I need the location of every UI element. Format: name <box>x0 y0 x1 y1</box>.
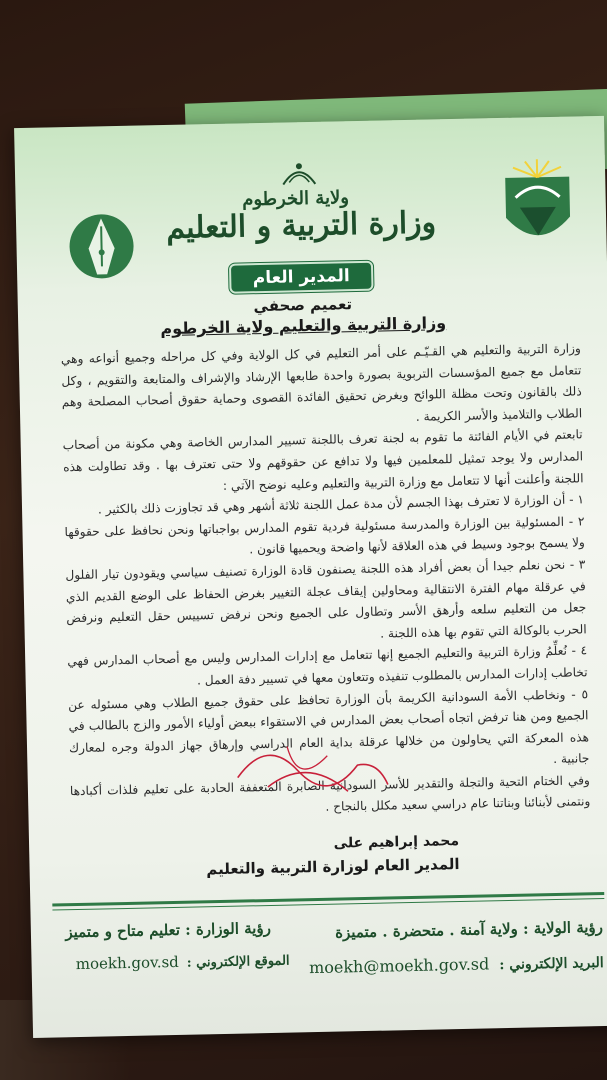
state-vision: رؤية الولاية : ولاية آمنة . متحضرة . متميزة <box>334 918 604 942</box>
ministry-vision: رؤية الوزارة : تعليم متاح و متميز <box>65 918 272 942</box>
body-point: ٢ - المسئولية بين الوزارة والمدرسة مسئولية فردية تقوم المدارس بواجباتها ونحن نحافظ على حقوقها ولا يسمح بوجود وسيط في هذه العلاقة لأنها واضحة ويحميها قانون . <box>64 514 586 557</box>
circular-title: تعميم صحفي <box>253 295 353 316</box>
body-point: ١ - أن الوزارة لا تعترف بهذا الجسم لأن مدة عمل اللجنة ثلاثة أشهر وهي قد تجاوزت ذلك بالكثير . <box>97 492 585 517</box>
ministry-name: وزارة التربية و التعليم <box>165 205 437 247</box>
letter-sheet <box>14 116 607 1038</box>
body-paragraph: تابعتم في الأيام الفائتة ما تقوم به لجنة تعرف باللجنة تسيير المدارس الخاصة وهي مكونة من أصحاب المدارس ولا يوجد تمثيل للمعلمين فيها ولا تدافع عن حقوقهم ولا حتى تعترف بها . وقد تطاولت هذه اللجنة وأعلنت أنها لا تتعامل مع وزارة التربية والتعليم وعليه نوضح الآتي : <box>62 427 584 493</box>
body-paragraph: وزارة التربية والتعليم هي القـيّـم على أمر التعليم في كل الولاية وفي كل مراحله وجميع أنواعه وهي تتعامل مع جميع المؤسسات التربوية بصورة واحدة طابعها الإرشاد والإشراف والمتابعة والتقويم ، وكل ذلك بالقانون وتحت مظلة اللوائح وبغرض تحقيق الفائدة القصوى وحماية حقوق أصحاب المصلحة وهم الطلاب والتلاميذ والأسر الكريمة . <box>60 341 583 424</box>
circular-subtitle: وزارة التربية والتعليم ولاية الخرطوم <box>160 313 447 339</box>
body-point: ٤ - نُعلِّمُ وزارة التربية والتعليم الجميع إنها تتعامل مع إدارات المدارس وليس مع أصحاب المدارس فهي تخاطب إدارات المدارس بالمطلوب تنفيذه وتتعاون معها في تسيير دفة العمل . <box>67 643 588 688</box>
state-name: ولاية الخرطوم <box>242 187 350 211</box>
website-url[interactable]: moekh.gov.sd <box>75 952 179 974</box>
body-point: ٥ - ونخاطب الأمة السودانية الكريمة بأن الوزارة تحافظ على حقوق جميع الطلاب وهي مسئوله عن الجميع ومن هنا ترفض اتجاه أصحاب بعض المدارس في الاستقواء ببعض أولياء الأمور والزج بالطالب في هذه المعركة التي يحاولون من خلالها عرقلة بداية العام الدراسي وإرهاق جهاز الدولة وجره لمعارك جانبية . <box>68 686 590 767</box>
website-row <box>49 951 289 974</box>
body-point: ٣ - نحن نعلم جيدا أن بعض أفراد هذه اللجنة يصنفون قادة الوزارة تصنيف سياسي ويقودون تيار الفلول في عرقلة مهام الفترة الانتقالية ومحاولين إيقاف عجلة التغيير بغرض الحفاظ على الوضع القديم الذي جعل من التعليم سلعه وأرهق الأسر وتطاول على الجميع ونحن نرفض تسييس حقل التعليم ونرفض الحرب بالوكالة التي تقوم بها هذه اللجنة . <box>65 557 587 641</box>
state-emblem-icon <box>495 156 581 258</box>
email-row <box>309 952 604 977</box>
signer-name: محمد إبراهيم على <box>333 833 460 852</box>
email-label: البريد الإلكتروني : <box>499 955 604 974</box>
general-manager-banner: المدير العام <box>231 263 372 292</box>
handwritten-signature <box>227 724 399 808</box>
ministry-pen-emblem-icon <box>68 208 136 285</box>
email-address[interactable]: moekh@moekh.gov.sd <box>308 954 490 978</box>
signer-title: المدير العام لوزارة التربية والتعليم <box>206 855 460 879</box>
website-label: الموقع الإلكتروني : <box>186 953 290 971</box>
body-paragraph: وفي الختام التحية والتجلة والتقدير للأسر السودانية الصابرة المتعففة الحادبة على تعليم فلذات أكبادها ونتمنى لأبنائنا وبناتنا عام دراسي سعيد مكلل بالنجاح . <box>69 773 591 815</box>
